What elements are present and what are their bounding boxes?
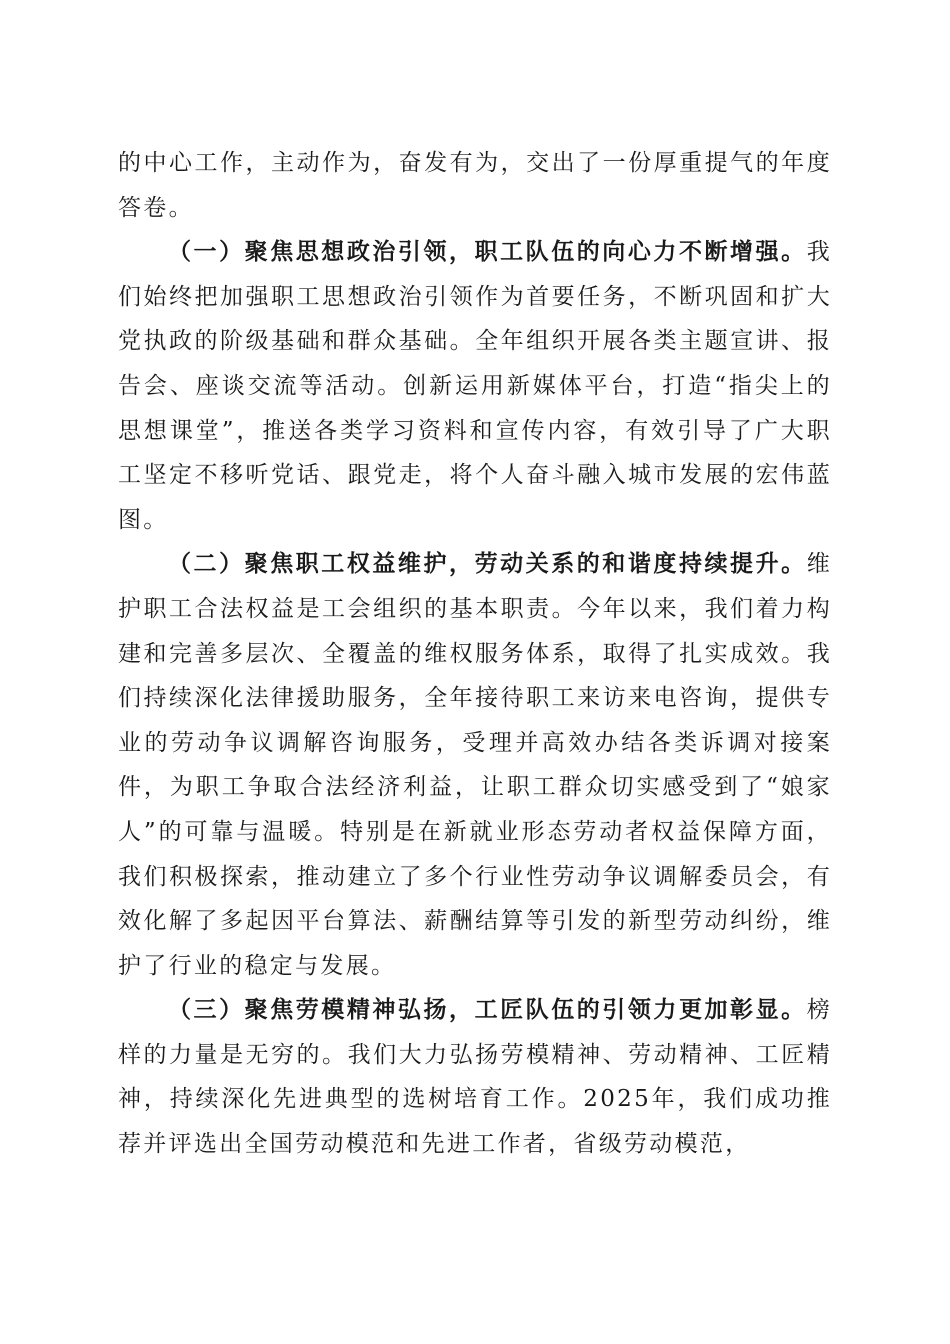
section-heading-3: （三）聚焦劳模精神弘扬，工匠队伍的引领力更加彰显。 — [168, 996, 807, 1024]
section-text-1: 我们始终把加强职工思想政治引领作为首要任务，不断巩固和扩大党执政的阶级基础和群众基础。全年组织开展各类主题宣讲、报告会、座谈交流等活动。创新运用新媒体平台，打造“指尖上的思想课堂”，推送各类学习资料和宣传内容，有效引导了广大职工坚定不移听党话、跟党走，将个人奋斗融入城市发展的宏伟蓝图。 — [118, 239, 832, 533]
document-body — [118, 141, 832, 1167]
section-heading-1: （一）聚焦思想政治引领，职工队伍的向心力不断增强。 — [168, 238, 807, 266]
section-paragraph-1 — [118, 230, 832, 542]
section-heading-2: （二）聚焦职工权益维护，劳动关系的和谐度持续提升。 — [168, 550, 807, 578]
section-text-2: 维护职工合法权益是工会组织的基本职责。今年以来，我们着力构建和完善多层次、全覆盖的维权服务体系，取得了扎实成效。我们持续深化法律援助服务，全年接待职工来访来电咨询，提供专业的劳动争议调解咨询服务，受理并高效办结各类诉调对接案件，为职工争取合法经济利益，让职工群众切实感受到了“娘家人”的可靠与温暖。特别是在新就业形态劳动者权益保障方面，我们积极探索，推动建立了多个行业性劳动争议调解委员会，有效化解了多起因平台算法、薪酬结算等引发的新型劳动纠纷，维护了行业的稳定与发展。 — [118, 551, 832, 979]
section-paragraph-2 — [118, 542, 832, 988]
section-text-3: 榜样的力量是无穷的。我们大力弘扬劳模精神、劳动精神、工匠精神，持续深化先进典型的选树培育工作。2025年，我们成功推荐并评选出全国劳动模范和先进工作者，省级劳动模范， — [118, 997, 832, 1158]
section-paragraph-3 — [118, 988, 832, 1166]
paragraph-continuation — [118, 141, 832, 230]
paragraph-text: 的中心工作，主动作为，奋发有为，交出了一份厚重提气的年度答卷。 — [118, 150, 832, 221]
